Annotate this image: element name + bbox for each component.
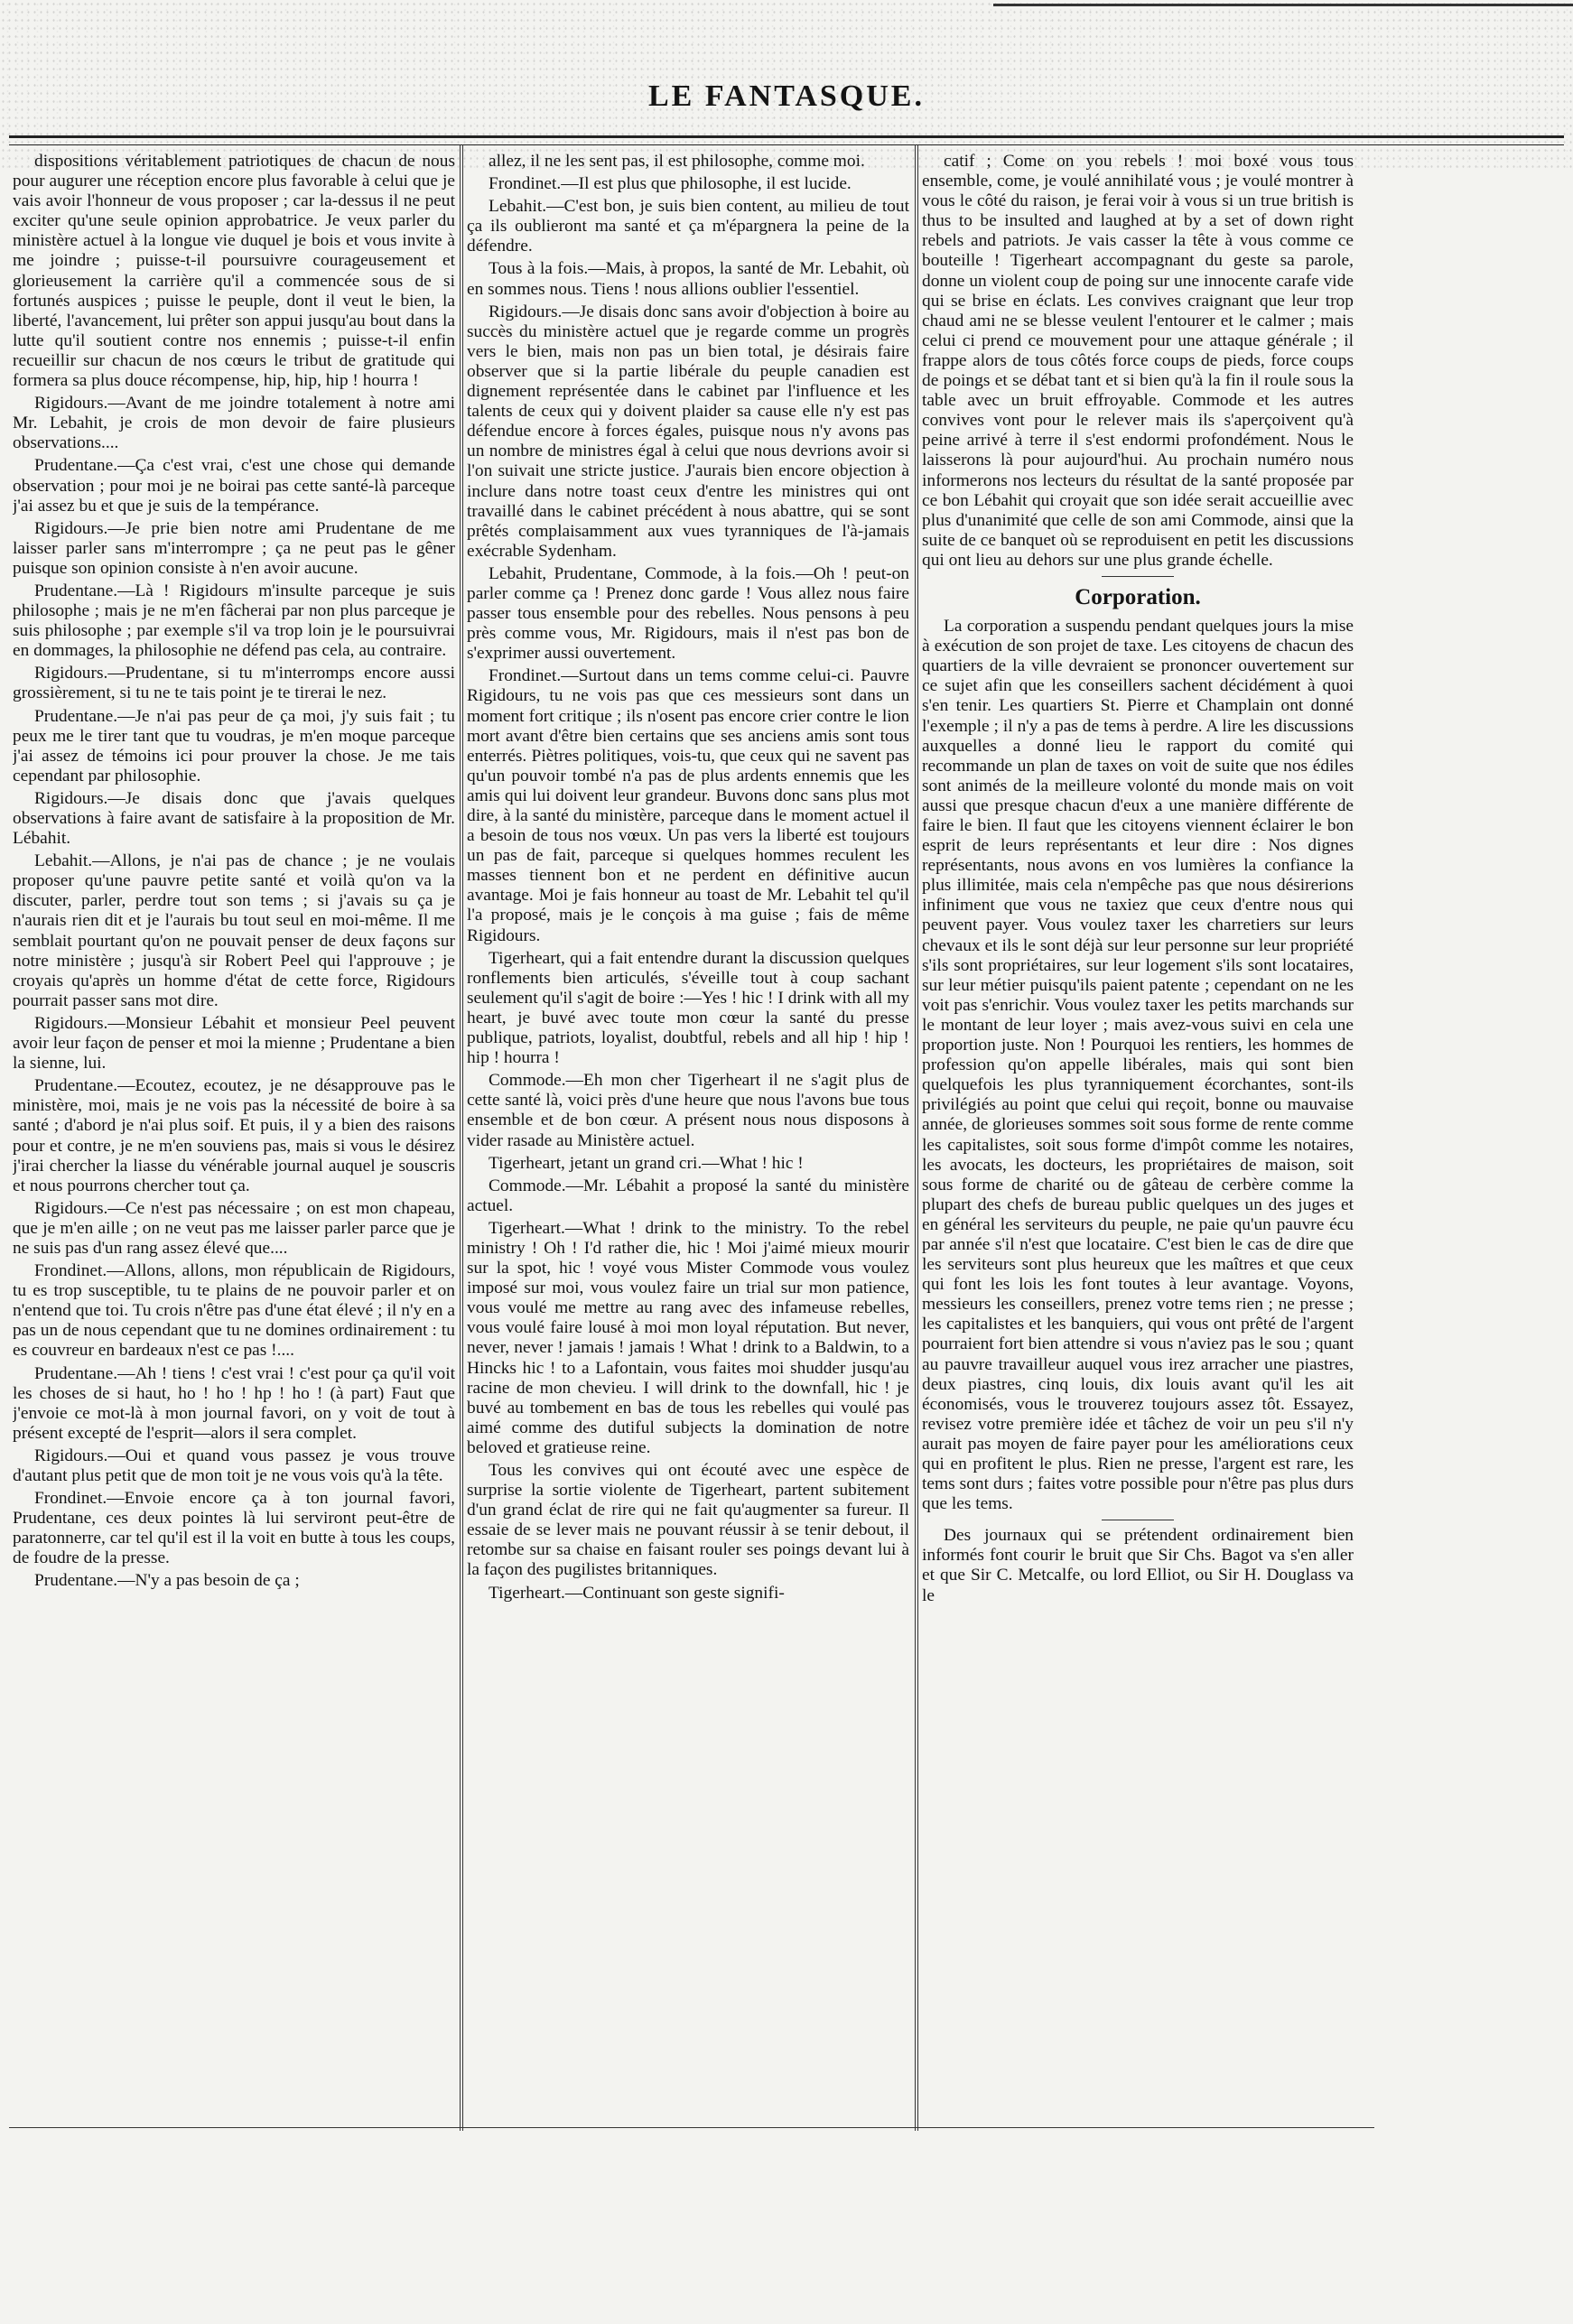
paragraph: Lebahit.—C'est bon, je suis bien content, au milieu de tout ça ils oublieront ma santé et ça m'épargnera la peine de la défendre. [467,197,909,256]
paragraph: Rigidours.—Prudentane, si tu m'interromps encore aussi grossièrement, si tu ne te tais point je te tirerai le nez. [13,664,455,703]
top-rule [993,4,1573,6]
section-rule [1102,576,1174,577]
paragraph: Prudentane.—Ça c'est vrai, c'est une chose qui demande observation ; pour moi je ne boirai pas cette santé-là parceque j'ai assez bu et que je suis de la tempérance. [13,456,455,516]
paragraph: Frondinet.—Surtout dans un tems comme celui-ci. Pauvre Rigidours, tu ne vois pas que ces messieurs sont dans un moment fort critique ; ils n'osent pas encore crier contre le lion mort avant d'être bien certains que ses anciens amis sont tous enterrés. Piètres politiques, vois-tu, que ceux qui ne savent pas qu'un pouvoir tombé n'a pas de plus ardents ennemis que les amis qui lui doivent leur grandeur. Buvons donc sans plus mot dire, à la santé du ministère, parceque dans le moment actuel il a besoin de tous nos vœux. Un pas vers la liberté est toujours un pas de fait, parceque si quelques hommes reculent les masses tiennent bon et ne perdent en définitive aucun avantage. Moi je fais honneur au toast de Mr. Lebahit tel qu'il l'a proposé, mais je le conçois à ma guise ; fais de même Rigidours. [467,666,909,945]
paragraph: Rigidours.—Je prie bien notre ami Prudentane de me laisser parler sans m'interrompre ; ça ne peut pas le gêner puisque son opinion consiste à n'en avoir aucune. [13,518,455,578]
paragraph: Rigidours.—Je disais donc sans avoir d'objection à boire au succès du ministère actuel que je regarde comme un progrès vers le bien, mais non pas un bien total, je désirais faire observer que si la partie libérale du peuple canadien est dignement représentée dans le cabinet par l'influence et les talents de ceux qui y doivent plaider sa cause elle n'y est pas défendue encore à forces égales, puisque nous n'y avons pas un nombre de ministres égal à celui que nous devrions avoir si l'on suivait une stricte justice. J'aurais bien encore objection à inclure dans notre toast ceux d'entre les ministres qui ont travaillé dans le cabinet précédent à nous abattre, qui se sont prêtés complaisamment aux vues tyranniques de l'à-jamais exécrable Sydenham. [467,302,909,561]
column-1 [13,152,455,2124]
paragraph: Rigidours.—Ce n'est pas nécessaire ; on est mon chapeau, que je m'en aille ; on ne veut pas me laisser parler parce que je ne suis pas d'un rang assez élevé que.... [13,1198,455,1258]
masthead-title: LE FANTASQUE. [647,79,925,113]
paragraph: Commode.—Mr. Lébahit a proposé la santé du ministère actuel. [467,1176,909,1215]
paragraph: Frondinet.—Envoie encore ça à ton journal favori, Prudentane, ces deux pointes là lui serviront peut-être de paratonnerre, car tel qu'il est il la voit en butte à tous les coups, de foudre de la presse. [13,1489,455,1568]
paragraph: Frondinet.—Allons, allons, mon républicain de Rigidours, tu es trop susceptible, tu te plains de ne pouvoir parler et on n'entend que toi. Tu crois n'être pas d'une état élevé ; il n'y en a pas un de nous cependant que tu ne domines ordinairement : tu es couvreur en bardeaux n'est ce pas !.... [13,1261,455,1361]
paragraph: Frondinet.—Il est plus que philosophe, il est lucide. [489,174,852,194]
paragraph: Lebahit.—Allons, je n'ai pas de chance ; je ne voulais proposer qu'une pauvre petite santé et voilà qu'on va la discuter, parler, perdre tout son tems ; si j'avais su ça je n'aurais rien dit et je l'aurais bu tout seul en moi-même. Il me semblait pourtant qu'on ne pouvait penser de deux façons sur notre ministère ; jusqu'à sir Robert Peel qui l'approuve ; je croyais qu'après un homme d'état de cette force, Rigidours pourrait passer sans mot dire. [13,851,455,1010]
column-divider [917,144,918,2131]
column-divider [462,144,463,2131]
paragraph: Prudentane.—Je n'ai pas peur de ça moi, j'y suis fait ; tu peux me le tirer tant que tu voudras, je m'en moque parceque j'ai assez de témoins ici pour prouver la chose. Je me tais cependant par philosophie. [13,706,455,786]
paragraph: Commode.—Eh mon cher Tigerheart il ne s'agit plus de cette santé là, voici près d'une heure que nous l'avons bue tous ensemble et de bon cœur. A présent nous nous disposons à vider rasade au Ministère actuel. [467,1071,909,1150]
paragraph: Rigidours.—Je disais donc que j'avais quelques observations à faire avant de satisfaire à la proposition de Mr. Lébahit. [13,788,455,849]
paragraph: Prudentane.—Ah ! tiens ! c'est vrai ! c'est pour ça qu'il voit les choses de si haut, ho ! ho ! hp ! ho ! (à part) Faut que j'envoie ce mot-là à mon journal favori, on y voit de tout à présent excepté de l'esprit—alors il sera complet. [13,1363,455,1443]
column-2 [467,152,909,2124]
paragraph: Prudentane.—N'y a pas besoin de ça ; [34,1571,300,1591]
column-3 [922,152,1354,2124]
paragraph: Rigidours.—Monsieur Lébahit et monsieur Peel peuvent avoir leur façon de penser et moi la mienne ; Prudentane a bien la sienne, lui. [13,1013,455,1074]
paragraph: La corporation a suspendu pendant quelques jours la mise à exécution de son projet de taxe. Les citoyens de chacun des quartiers de la ville devraient se prononcer ouvertement sur ce sujet afin que les conseillers sachent décidément à quoi s'en tenir. Les quartiers St. Pierre et Champlain ont donné l'exemple ; il n'y a pas de tems à perdre. A lire les discussions auxquelles a donné lieu le rapport du comité qui recommande un plan de taxes on voit de suite que nos édiles sont animés de la meilleure volonté du monde mais on voit aussi que presque chacun d'eux a une manière différente de faire le bien. Il faut que les citoyens viennent éclairer le bon esprit de leurs représentants et leur dire : Nos dignes représentants, nous avons en vos lumières la confiance la plus illimitée, mais cela n'empêche pas que nous désirerions infiniment que vous ne taxiez que ceux d'entre nous qui peuvent payer. Vous voulez taxer les charretiers sur leurs chevaux et ils le sont déjà sur leur personne sur leur propriété s'ils sont propriétaires, sur leur logement s'ils sont locataires, sur leur métier puisqu'ils paient patente ; cependant on ne les voit pas s'enrichir. Vous voulez taxer les petits marchands sur le montant de leur loyer ; mais avez-vous suivi en cela une proportion juste. Non ! Pourquoi les rentiers, les hommes de profession qu'on appelle libérales, mais qui sont bien quelquefois les plus tyranniquement écorchantes, sont-ils privilégiés au point que celui qui reçoit, bonne ou mauvaise année, de glorieuses sommes soit sous forme de rente comme les capitalistes, soit sous forme d'impôt comme les notaires, les avocats, les docteurs, les propriétaires de maison, soit sous forme de charité ou de gâteau de cerbère comme la plupart des chefs de bureau public quelques un des juges et en général les serviteurs du peuple, ne paie qu'un pauvre écu par année s'il n'est que locataire. C'est bien le cas de dire que les serviteurs sont plus heureux que les maîtres et que ceux qui font les lois les font toutes à leur avantage. Voyons, messieurs les conseillers, prenez votre tems rien ; ne presse ; les capitalistes et les banquiers, qui vous ont prêté de l'argent pourraient fort bien attendre si vous n'aviez pas le sou ; quant au pauvre travailleur auquel vous irez arracher une piastres, deux piastres, cinq louis, dix louis avant qu'il les ait économisés, vous le trouverez toujours assez tôt. Essayez, revisez votre première idée et tâchez de voir un peu s'il n'y aurait pas moyen de faire payer pour les améliorations ceux qui en profitent le plus. Rien ne presse, l'argent est rare, les tems sont durs ; faites votre possible pour n'être pas plus durs que les tems. [922,617,1354,1514]
paragraph: allez, il ne les sent pas, il est philosophe, comme moi. [489,152,865,171]
paragraph: Tous à la fois.—Mais, à propos, la santé de Mr. Lebahit, où en sommes nous. Tiens ! nous allions oublier l'essentiel. [467,259,909,299]
paragraph: Rigidours.—Avant de me joindre totalement à notre ami Mr. Lebahit, je crois de mon devoir de faire plusieurs observations.... [13,394,455,453]
column-divider [460,144,461,2131]
paragraph: dispositions véritablement patriotiques de chacun de nous pour augurer une réception encore plus favorable à celui que je vais avoir l'honneur de vous proposer ; car la-dessus il ne peut exciter qu'une seule opinion approbatrice. Je veux parler du ministère actuel à la longue vie duquel je bois et vous invite à me joindre ; puisse-t-il poursuivre courageusement et glorieusement la carrière qu'il a commencée sous de si fortunés auspices ; puisse le peuple, dont il veut le bien, la liberté, l'avancement, lui prêter son appui jusqu'au bout dans la lutte qu'il soutient contre nos ennemis ; puisse-t-il enfin recueillir sur chacun de nos cœurs le tribut de gratitude qui formera sa plus douce récompense, hip, hip, hip ! hourra ! [13,152,455,391]
paragraph: Prudentane.—Là ! Rigidours m'insulte parceque je suis philosophe ; mais je ne m'en fâcherai par non plus parceque je suis philosophe ; par exemple s'il va trop loin je le poursuivrai en dommages, la philosophie ne défend pas cela, au contraire. [13,581,455,661]
paragraph: Tigerheart, jetant un grand cri.—What ! hic ! [489,1153,804,1173]
paragraph: Rigidours.—Oui et quand vous passez je vous trouve d'autant plus petit que de mon toit je ne vous vois qu'à la tête. [13,1446,455,1485]
paragraph: Prudentane.—Ecoutez, ecoutez, je ne désapprouve pas le ministère, moi, mais je ne vois pas la nécessité de boire à sa santé ; d'abord je n'ai plus soif. Et puis, il y a bien des raisons pour et contre, je ne m'en souviens pas, mais si vous le désirez j'irai chercher la liasse du vénérable journal auquel je souscris et nous pourrons chercher tout ça. [13,1076,455,1195]
masthead-rule [9,135,1564,145]
paragraph: Tigerheart, qui a fait entendre durant la discussion quelques ronflements bien articulés, s'éveille tout à coup sachant seulement qu'il s'agit de boire :—Yes ! hic ! I drink with all my heart, je buvé avec toute mon cœur la santé du presse publique, patriots, loyalist, doubtful, rebels and all hip ! hip ! hip ! hourra ! [467,948,909,1068]
paragraph: Des journaux qui se prétendent ordinairement bien informés font courir le bruit que Sir Chs. Bagot va s'en aller et que Sir C. Metcalfe, ou lord Elliot, ou Sir H. Douglass va le [922,1526,1354,1605]
paragraph: Tous les convives qui ont écouté avec une espèce de surprise la sortie violente de Tigerheart, partent subitement d'un grand éclat de rire qui ne fait qu'augmenter sa fureur. Il essaie de se lever mais ne pouvant réussir à se tenir debout, il retombe sur sa chaise en faisant rouler ses poings devant lui à la façon des pugilistes britanniques. [467,1461,909,1580]
column-divider [915,144,916,2131]
section-heading: Corporation. [1075,584,1201,609]
paragraph: catif ; Come on you rebels ! moi boxé vous tous ensemble, come, je voulé annihilaté vous ; je voulé montrer à vous le côté du raison, je ferai voir à vous si un true british is thus to be insulted and laughed at by a set of down right rebels and patriots. Je vais casser la tête à vous comme ce bouteille ! Tigerheart accompagnant du geste sa parole, donne un violent coup de poing sur une innocente carafe vide qui se brise en éclats. Les convives craignant que leur trop chaud ami ne se blesse veulent l'entourer et le calmer ; mais celui ci prend ce mouvement pour une attaque générale ; il frappe alors de tous côtés force coups de pieds, force coups de poings et se débat tant et si bien qu'à la fin il roule sous la table avec un bruit effroyable. Commode et les autres convives vont pour le relever mais ils s'aperçoivent qu'à peine arrivé à terre il s'est endormi profondément. Nous le laisserons là pour aujourd'hui. Au prochain numéro nous informerons nos lecteurs du résultat de la santé proposée par ce bon Lébahit qui croyait que son idée serait accueillie avec plus d'unanimité que celle de son ami Commode, ainsi que la suite de ce banquet où se reproduisent en petit les discussions qui ont lieu au dehors sur une plus grande échelle. [922,152,1354,570]
bottom-rule [9,2127,1374,2128]
paragraph: Tigerheart.—What ! drink to the ministry. To the rebel ministry ! Oh ! I'd rather die, hic ! Moi j'aimé mieux mourir sur la spot, hic ! voyé vous Mister Commode vous voulez imposé sur moi, vous voulez faire un trial sur mon patience, vous voulé me mettre au rang avec des infameuse rebelles, vous voulé faire lousé à moi mon loyal réputation. But never, never, never ! jamais ! jamais ! What ! drink to a Baldwin, to a Hincks hic ! to a Lafontain, vous faites moi shudder jusqu'au racine de mon chevieu. I will drink to the downfall, hic ! je buvé au tombement en bas de tous les rebelles qui voulé pas aimé comme des dutiful subjects la domination de notre beloved et gratieuse reine. [467,1218,909,1457]
paragraph: Lebahit, Prudentane, Commode, à la fois.—Oh ! peut-on parler comme ça ! Prenez donc garde ! Vous allez nous faire passer tous ensemble pour des rebelles. Nous pensons à peu près comme vous, Mr. Rigidours, mais il n'est pas bon de s'exprimer aussi ouvertement. [467,563,909,664]
paragraph: Tigerheart.—Continuant son geste signifi- [489,1583,785,1603]
